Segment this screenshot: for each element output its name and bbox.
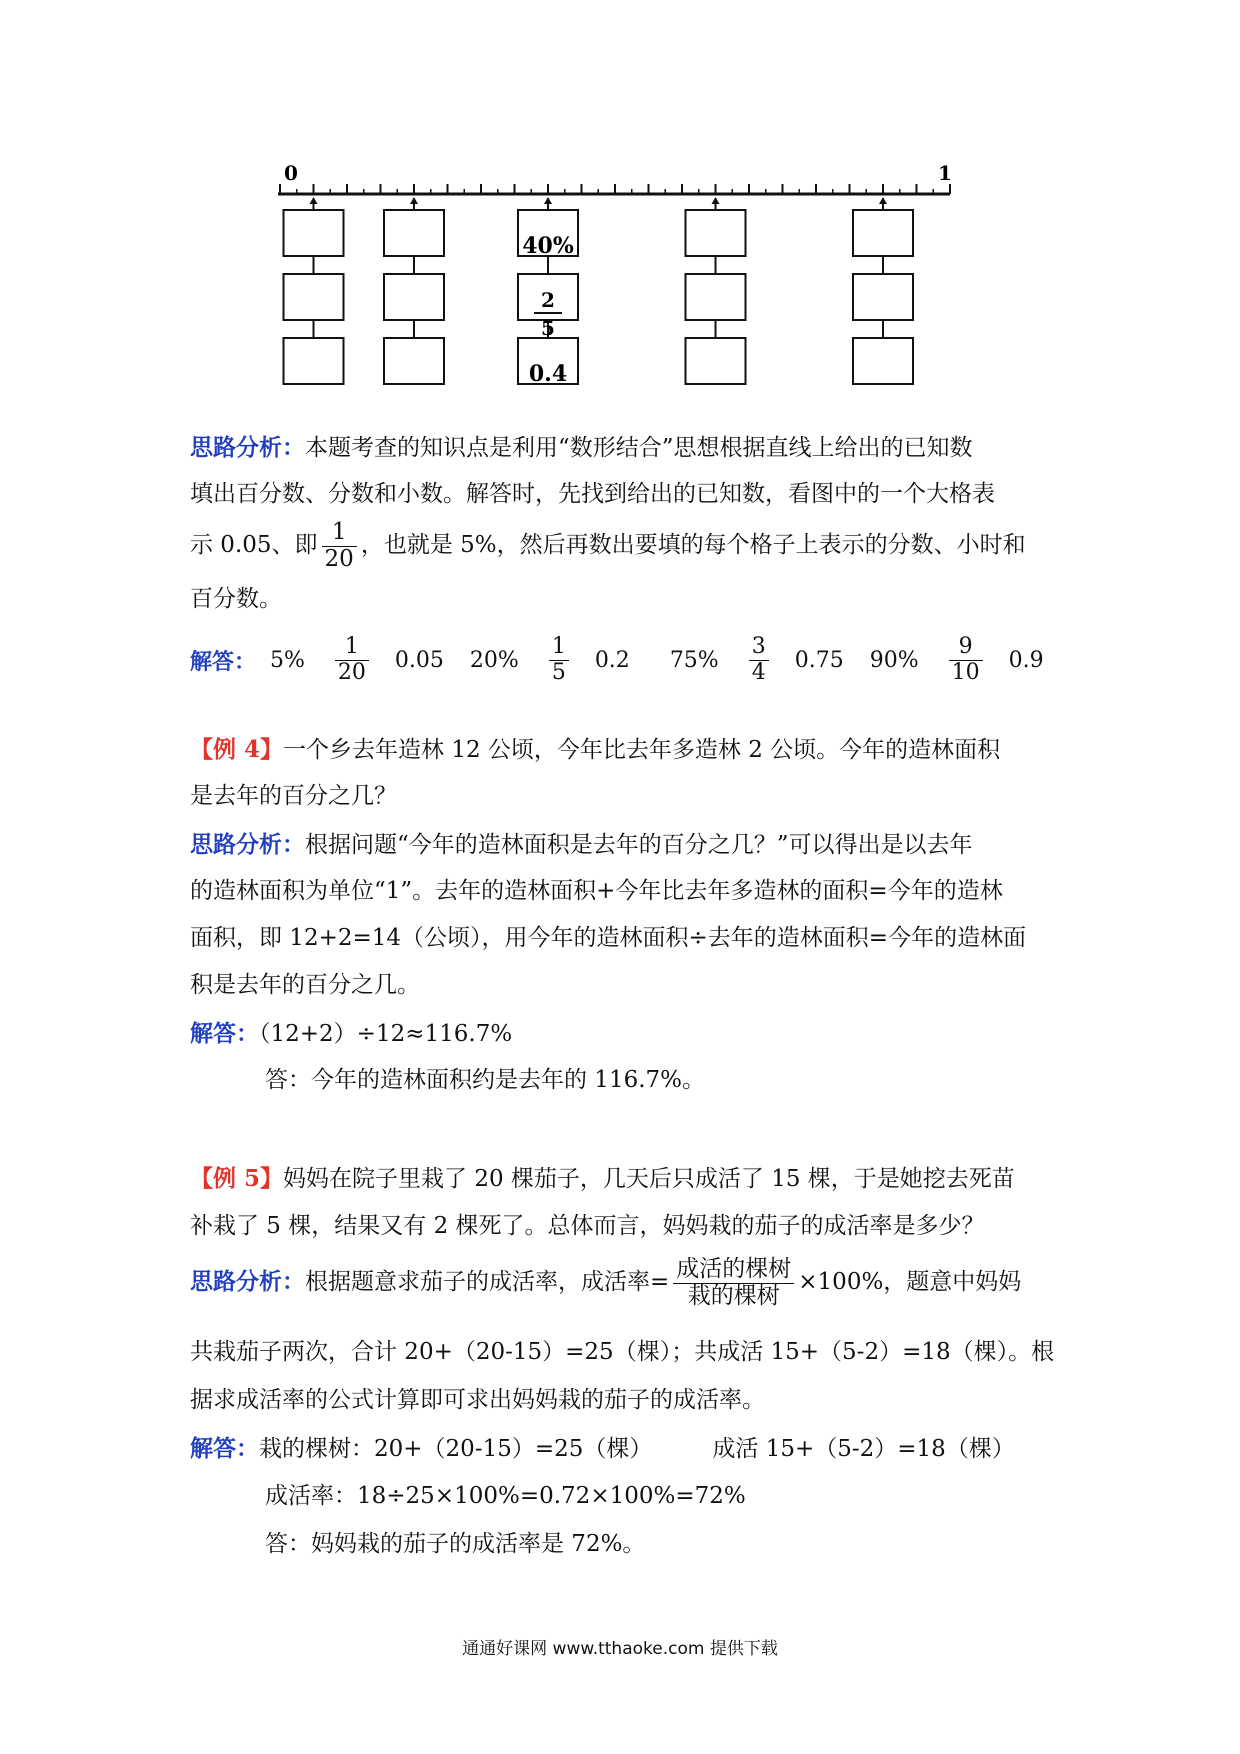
frac-num: 1 (322, 520, 357, 546)
ex5-tag: 【例 5】 (190, 1165, 284, 1192)
answer-box (284, 338, 344, 384)
answer-box (284, 210, 344, 256)
ans-percent-1: 5% (270, 647, 305, 673)
answer-box (384, 274, 444, 320)
ex5-a-pre: 根据题意求茄子的成活率，成活率= (305, 1269, 670, 1295)
number-line-svg (270, 160, 960, 410)
ex5-q1: 妈妈在院子里栽了 20 棵茄子，几天后只成活了 15 棵，于是她挖去死苗 (283, 1166, 1015, 1192)
ex4-ans1: （12+2）÷12≈116.7% (259, 1021, 513, 1047)
ex4-answer-label: 解答： (190, 1020, 259, 1047)
ex5-ans1b: 成活 15+（5-2）=18（棵） (712, 1436, 1015, 1462)
ex5-analysis-label: 思路分析： (190, 1268, 305, 1295)
box-frac-num: 2 (541, 288, 555, 312)
ex5-question-line2: 补栽了 5 棵，结果又有 2 棵死了。总体而言，妈妈栽的茄子的成活率是多少？ (190, 1213, 985, 1239)
ex5-analysis-line3: 据求成活率的公式计算即可求出妈妈栽的茄子的成活率。 (190, 1387, 765, 1413)
label-one: 1 (938, 161, 952, 185)
ex5-answer-line1 (190, 1424, 1060, 1474)
ex3-answer-row (190, 625, 1070, 695)
ex3-analysis-line3 (190, 515, 1060, 575)
ans-decimal-1: 0.05 (394, 647, 444, 673)
answer-box (384, 338, 444, 384)
ex3-analysis-line2: 填出百分数、分数和小数。解答时，先找到给出的已知数，看图中的一个大格表 (190, 481, 995, 507)
ans-decimal-4: 0.9 (1008, 647, 1044, 673)
label-zero: 0 (284, 161, 298, 185)
ex5-ans1a: 栽的棵树：20+（20-15）=25（棵） (259, 1436, 653, 1462)
ans-decimal-2: 0.2 (594, 647, 630, 673)
answer-box (284, 274, 344, 320)
ex4-question-line1 (190, 725, 1060, 775)
ex5-answer-line3: 答：妈妈栽的茄子的成活率是 72%。 (265, 1531, 646, 1557)
ex5-question-line1 (190, 1154, 1060, 1204)
ex3-analysis-text1: 本题考查的知识点是利用“数形结合”思想根据直线上给出的已知数 (305, 435, 973, 461)
number-line-arrows (310, 197, 888, 210)
ex4-analysis-line2: 的造林面积为单位“1”。去年的造林面积+今年比去年多造林的面积=今年的造林 (190, 878, 1003, 904)
ans-frac-3: $\frac{3}{4}$ (749, 635, 769, 684)
ex5-a-post: ×100%，题意中妈妈 (798, 1269, 1022, 1295)
ex5-analysis-line1 (190, 1250, 1060, 1314)
answer-box (853, 338, 913, 384)
answer-box (853, 274, 913, 320)
ex4-answer-line2: 答：今年的造林面积约是去年的 116.7%。 (265, 1067, 706, 1093)
ex4-tag: 【例 4】 (190, 736, 284, 763)
ans-percent-2: 20% (469, 647, 519, 673)
answer-box (686, 338, 746, 384)
box-frac-den: 5 (541, 316, 555, 340)
ex5-rate-fraction: $\frac{\text{成活的棵树}}{\text{栽的棵树}}$ (673, 1257, 794, 1309)
ex3-analysis-label: 思路分析： (190, 434, 305, 461)
ans-percent-4: 90% (869, 647, 919, 673)
answer-box (686, 274, 746, 320)
ex4-a-line1: 根据问题“今年的造林面积是去年的百分之几？”可以得出是以去年 (305, 832, 973, 858)
answer-box (686, 210, 746, 256)
ex4-analysis-label: 思路分析： (190, 831, 305, 858)
ex4-q1: 一个乡去年造林 12 公顷，今年比去年多造林 2 公顷。今年的造林面积 (283, 737, 1001, 763)
ans-percent-3: 75% (669, 647, 719, 673)
number-line-diagram (270, 160, 960, 410)
ex5-analysis-line2: 共栽茄子两次，合计 20+（20-15）=25（棵）；共成活 15+（5-2）=18（棵）。根 (190, 1339, 1055, 1365)
ex3-fraction-1-20 (322, 520, 357, 572)
ex3-answer-label: 解答： (190, 648, 257, 675)
ex4-answer-line1 (190, 1009, 1060, 1059)
ans-frac-1: $\frac{1}{20}$ (335, 635, 369, 684)
ex3-analysis-line1 (190, 423, 1060, 473)
ex4-question-line2: 是去年的百分之几？ (190, 783, 397, 809)
page-footer: 通通好课网 www.tthaoke.com 提供下载 (462, 1639, 778, 1659)
ex4-analysis-line1 (190, 820, 1060, 870)
ex4-analysis-line3: 面积，即 12+2=14（公顷），用今年的造林面积÷去年的造林面积=今年的造林面 (190, 925, 1027, 951)
ex4-analysis-line4: 积是去年的百分之几。 (190, 972, 420, 998)
ex5-answer-line2: 成活率：18÷25×100%=0.72×100%=72% (265, 1483, 746, 1509)
ans-decimal-3: 0.75 (794, 647, 844, 673)
ex3-line3-pre: 示 0.05、即 (190, 532, 318, 558)
number-line-ticks (280, 184, 950, 194)
answer-box (853, 210, 913, 256)
answer-box (384, 210, 444, 256)
frac-den: 20 (324, 545, 354, 572)
pointer-arrow-head (410, 197, 418, 204)
ans-frac-2: $\frac{1}{5}$ (549, 635, 569, 684)
pointer-arrow-head (310, 197, 318, 204)
pointer-arrow-head (544, 197, 552, 204)
number-line-boxes (284, 210, 914, 384)
ex3-analysis-line4: 百分数。 (190, 586, 282, 612)
ans-frac-4: $\frac{9}{10}$ (949, 635, 983, 684)
box-decimal-text: 0.4 (528, 361, 568, 387)
ex5-answer-label: 解答： (190, 1435, 259, 1462)
pointer-arrow-head (712, 197, 720, 204)
pointer-arrow-head (879, 197, 887, 204)
box-percent-text: 40% (522, 233, 574, 259)
ex3-line3-post: ，也就是 5%，然后再数出要填的每个格子上表示的分数、小时和 (360, 532, 1026, 558)
